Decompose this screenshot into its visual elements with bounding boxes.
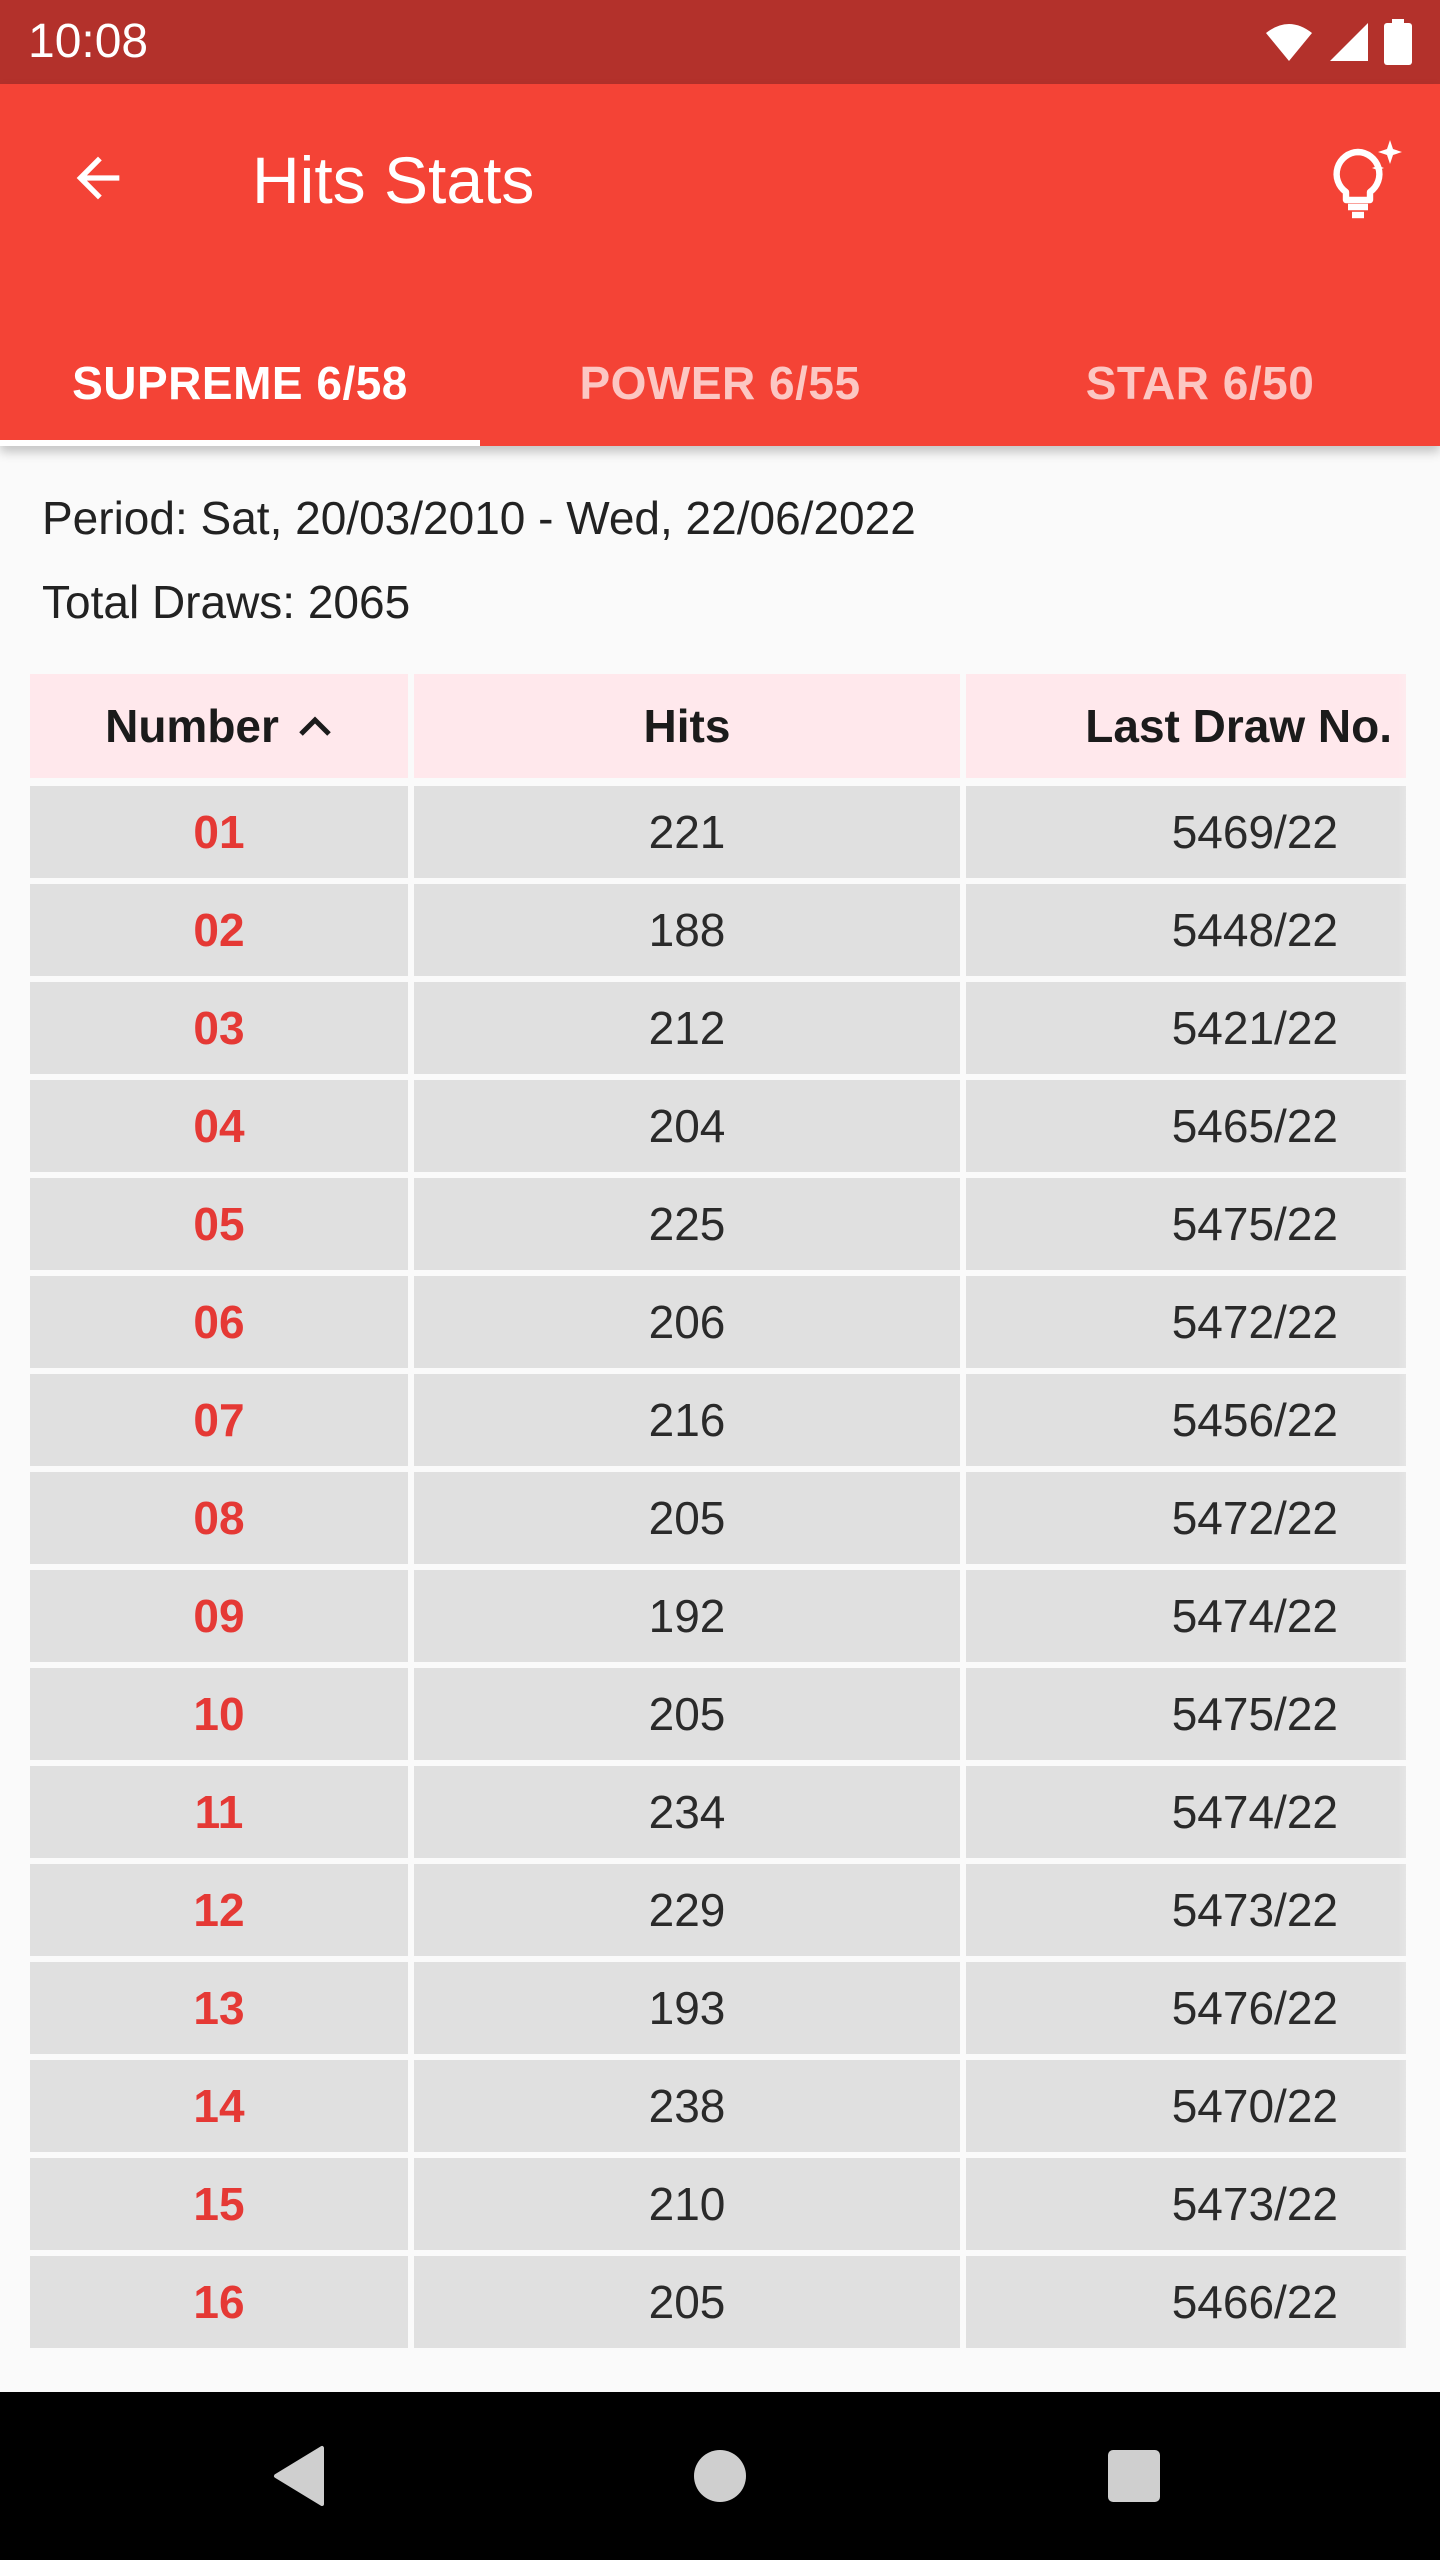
cell-last-draw: 5475/22 bbox=[966, 1668, 1406, 1760]
back-triangle-icon bbox=[270, 2444, 330, 2508]
cell-last-draw: 5475/22 bbox=[966, 1178, 1406, 1270]
nav-home-button[interactable] bbox=[680, 2436, 760, 2516]
cell-number: 13 bbox=[30, 1962, 408, 2054]
table-row[interactable] bbox=[30, 982, 1410, 1080]
table-body bbox=[30, 786, 1410, 2354]
tab-supreme[interactable]: SUPREME 6/58 bbox=[72, 357, 408, 409]
header-hits[interactable]: Hits bbox=[414, 674, 960, 778]
cellular-signal-icon bbox=[1328, 21, 1370, 63]
scroll-fade-edge bbox=[1398, 674, 1440, 2354]
tab-power[interactable]: POWER 6/55 bbox=[579, 357, 861, 409]
cell-hits: 206 bbox=[414, 1276, 960, 1368]
home-circle-icon bbox=[692, 2448, 748, 2504]
table-row[interactable] bbox=[30, 884, 1410, 982]
cell-hits: 216 bbox=[414, 1374, 960, 1466]
table-header-row bbox=[30, 674, 1410, 786]
cell-number: 08 bbox=[30, 1472, 408, 1564]
cell-hits: 188 bbox=[414, 884, 960, 976]
cell-number: 11 bbox=[30, 1766, 408, 1858]
cell-number: 09 bbox=[30, 1570, 408, 1662]
app-bar bbox=[0, 84, 1440, 446]
cell-last-draw: 5473/22 bbox=[966, 2158, 1406, 2250]
total-draws-text: Total Draws: 2065 bbox=[42, 576, 411, 628]
cell-hits: 225 bbox=[414, 1178, 960, 1270]
cell-last-draw: 5448/22 bbox=[966, 884, 1406, 976]
cell-last-draw: 5456/22 bbox=[966, 1374, 1406, 1466]
cell-number: 16 bbox=[30, 2256, 408, 2348]
table-row[interactable] bbox=[30, 1276, 1410, 1374]
cell-last-draw: 5470/22 bbox=[966, 2060, 1406, 2152]
cell-number: 15 bbox=[30, 2158, 408, 2250]
tab-star[interactable]: STAR 6/50 bbox=[1085, 357, 1315, 409]
cell-number: 04 bbox=[30, 1080, 408, 1172]
cell-last-draw: 5469/22 bbox=[966, 786, 1406, 878]
cell-number: 10 bbox=[30, 1668, 408, 1760]
hits-table[interactable] bbox=[30, 674, 1410, 2354]
cell-hits: 205 bbox=[414, 2256, 960, 2348]
table-row[interactable] bbox=[30, 1570, 1410, 1668]
page-title: Hits Stats bbox=[252, 143, 535, 217]
arrow-back-icon bbox=[66, 146, 130, 210]
cell-number: 07 bbox=[30, 1374, 408, 1466]
table-row[interactable] bbox=[30, 1374, 1410, 1472]
cell-number: 14 bbox=[30, 2060, 408, 2152]
recents-square-icon bbox=[1106, 2448, 1162, 2504]
cell-last-draw: 5474/22 bbox=[966, 1766, 1406, 1858]
cell-hits: 234 bbox=[414, 1766, 960, 1858]
lottery-tabs bbox=[0, 320, 1440, 446]
period-text: Period: Sat, 20/03/2010 - Wed, 22/06/2022 bbox=[42, 492, 916, 544]
table-row[interactable] bbox=[30, 1766, 1410, 1864]
table-row[interactable] bbox=[30, 2158, 1410, 2256]
back-button[interactable] bbox=[48, 128, 148, 228]
cell-hits: 238 bbox=[414, 2060, 960, 2152]
cell-number: 06 bbox=[30, 1276, 408, 1368]
cell-last-draw: 5472/22 bbox=[966, 1472, 1406, 1564]
status-time: 10:08 bbox=[28, 15, 149, 68]
table-row[interactable] bbox=[30, 1178, 1410, 1276]
header-number-label: Number bbox=[105, 700, 279, 752]
nav-recents-button[interactable] bbox=[1094, 2436, 1174, 2516]
table-row[interactable] bbox=[30, 1668, 1410, 1766]
chevron-up-icon bbox=[297, 714, 333, 738]
status-icons bbox=[1264, 14, 1412, 70]
nav-back-button[interactable] bbox=[260, 2436, 340, 2516]
header-last-draw[interactable]: Last Draw No. bbox=[966, 674, 1406, 778]
header-number[interactable] bbox=[30, 674, 408, 778]
cell-hits: 204 bbox=[414, 1080, 960, 1172]
cell-last-draw: 5473/22 bbox=[966, 1864, 1406, 1956]
cell-hits: 229 bbox=[414, 1864, 960, 1956]
cell-hits: 205 bbox=[414, 1668, 960, 1760]
cell-hits: 193 bbox=[414, 1962, 960, 2054]
table-row[interactable] bbox=[30, 786, 1410, 884]
cell-hits: 205 bbox=[414, 1472, 960, 1564]
cell-number: 12 bbox=[30, 1864, 408, 1956]
cell-last-draw: 5474/22 bbox=[966, 1570, 1406, 1662]
cell-last-draw: 5465/22 bbox=[966, 1080, 1406, 1172]
table-row[interactable] bbox=[30, 1472, 1410, 1570]
cell-hits: 221 bbox=[414, 786, 960, 878]
cell-number: 01 bbox=[30, 786, 408, 878]
cell-number: 05 bbox=[30, 1178, 408, 1270]
cell-number: 03 bbox=[30, 982, 408, 1074]
table-row[interactable] bbox=[30, 1962, 1410, 2060]
system-nav-bar bbox=[0, 2392, 1440, 2560]
table-row[interactable] bbox=[30, 1080, 1410, 1178]
table-row[interactable] bbox=[30, 2256, 1410, 2354]
cell-last-draw: 5472/22 bbox=[966, 1276, 1406, 1368]
cell-last-draw: 5476/22 bbox=[966, 1962, 1406, 2054]
cell-hits: 192 bbox=[414, 1570, 960, 1662]
status-bar bbox=[0, 0, 1440, 84]
cell-last-draw: 5421/22 bbox=[966, 982, 1406, 1074]
cell-last-draw: 5466/22 bbox=[966, 2256, 1406, 2348]
lightbulb-sparkle-icon bbox=[1324, 136, 1408, 220]
tips-button[interactable] bbox=[1316, 128, 1416, 228]
cell-hits: 210 bbox=[414, 2158, 960, 2250]
wifi-icon bbox=[1264, 21, 1314, 63]
cell-hits: 212 bbox=[414, 982, 960, 1074]
cell-number: 02 bbox=[30, 884, 408, 976]
table-row[interactable] bbox=[30, 2060, 1410, 2158]
table-row[interactable] bbox=[30, 1864, 1410, 1962]
tab-indicator bbox=[0, 440, 480, 446]
battery-icon bbox=[1384, 19, 1412, 65]
